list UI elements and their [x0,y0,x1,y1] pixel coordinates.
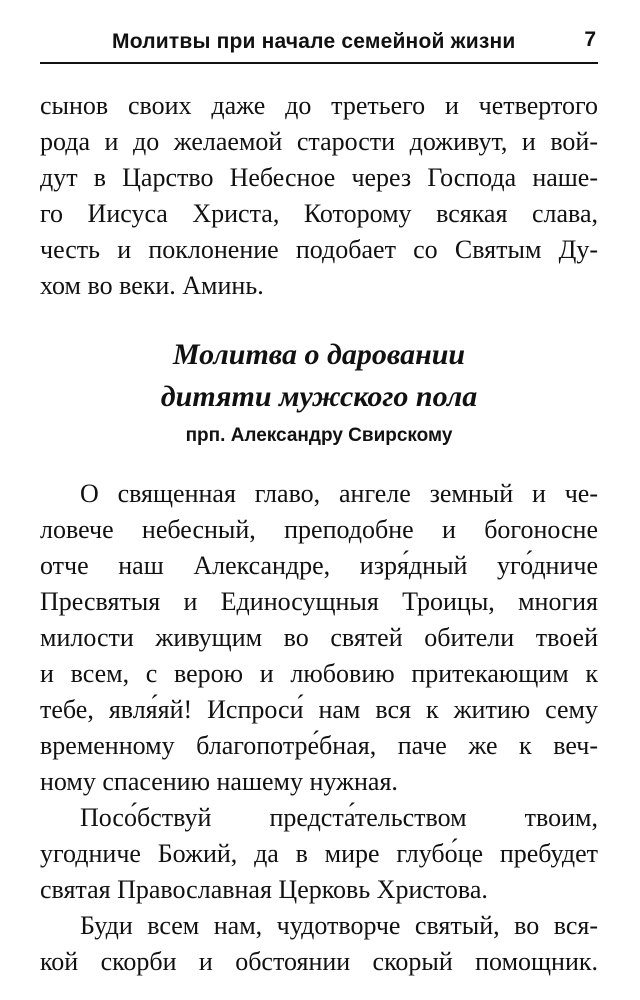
running-title: Молитвы при начале семейной жизни [112,30,516,53]
text-line: отче наш Александре, изря́дный уго́дниче [40,551,598,580]
text-line: кой скорби и обстоянии скорый помощник. [40,947,598,976]
text-line: Посо́бствуй предста́тельством твоим, [80,803,598,832]
text-line: го Иисуса Христа, Которому всякая слава, [40,199,598,228]
text-line: святая Православная Церковь Христова. [40,875,488,904]
text-line: сынов своих даже до третьего и четвертого [40,91,598,120]
text-line: Пресвятыя и Единосущныя Троицы, многия [40,587,598,616]
prayer-paragraph-3 [40,908,598,980]
text-line: милости живущим во святей обители твоей [40,623,598,652]
text-line: и всем, с верою и любовию притекающим к [40,659,598,688]
continuation-paragraph [40,88,598,304]
prayer-title-line: дитяти мужского пола [160,380,478,413]
text-line: рода и до желаемой старости доживут, и вой- [40,127,598,156]
page-number: 7 [584,28,596,51]
running-header [40,26,598,64]
text-line: хом во веки. Аминь. [40,271,264,300]
text-line: ному спасению нашему нужная. [40,767,398,796]
text-line: временному благопотре́бная, паче же к веч- [40,731,598,760]
text-line: Буди всем нам, чудотворче святый, во вся- [80,911,598,940]
prayer-title-line: Молитва о даровании [172,338,466,371]
text-line: тебе, явля́яй! Испроси́ нам вся к житию сему [40,695,598,724]
text-line: О священная главо, ангеле земный и че- [80,479,598,508]
prayer-title [40,334,598,418]
text-line: угодниче Божий, да в мире глубо́це пребудет [40,839,598,868]
text-line: дут в Царство Небесное через Господа наше- [40,163,598,192]
prayer-paragraph-1 [40,476,598,800]
prayer-paragraph-2 [40,800,598,908]
text-line: честь и поклонение подобает со Святым Ду- [40,235,598,264]
prayer-subtitle: прп. Александру Свирскому [185,425,453,446]
text-line: ловече небесный, преподобне и богоносне [40,515,598,544]
